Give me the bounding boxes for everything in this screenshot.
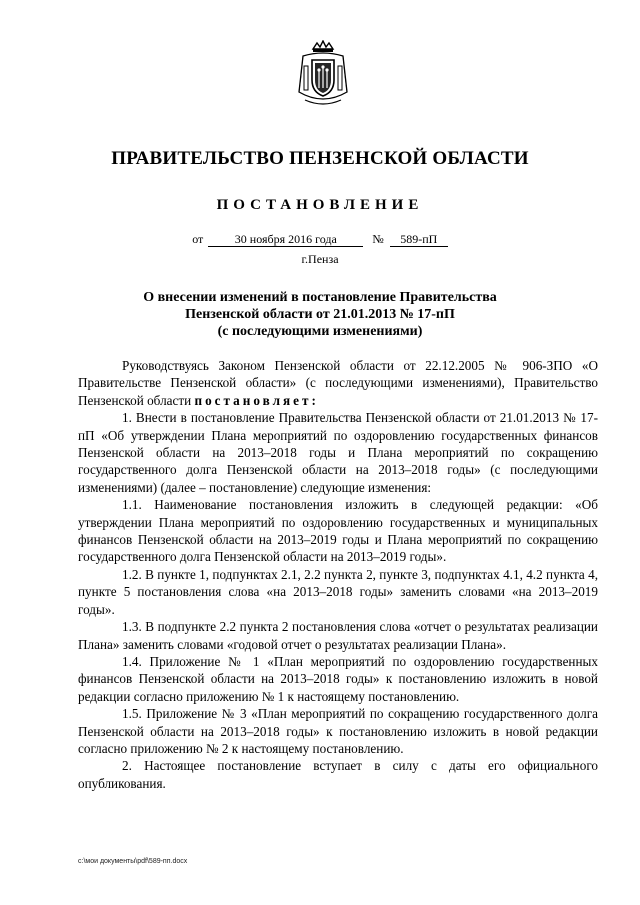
- paragraph-1-3: 1.3. В подпункте 2.2 пункта 2 постановления слова «отчет о результатах реализации Плана» заменить словами «годовой отчет о результатах реализации Плана».: [78, 619, 598, 652]
- paragraph-2: 2. Настоящее постановление вступает в силу с даты его официального опубликования.: [78, 758, 598, 791]
- paragraph-1-1: 1.1. Наименование постановления изложить в следующей редакции: «Об утверждении Плана мероприятий по оздоровлению государственных и муниципальных финансов Пензенской области на 2013–2019 годы и Плана мероприятий по сокращению государственного долга Пензенской области на 2013–2019 годы».: [78, 497, 598, 565]
- city: г.Пенза: [301, 252, 339, 266]
- intro-paragraph: [78, 357, 598, 409]
- number-sign: №: [372, 232, 384, 246]
- intro-text: Руководствуясь Законом Пензенской области от 22.12.2005 № 906-ЗПО «О Правительстве Пензенской области» (с последующими изменениями), Правительство Пензенской области: [78, 358, 598, 408]
- document-body: [78, 357, 598, 792]
- file-path-footer: c:\мои документы\pdf\589-пп.docx: [78, 858, 188, 865]
- document-date: 30 ноября 2016 года: [208, 232, 363, 247]
- paragraph-1: 1. Внести в постановление Правительства Пензенской области от 21.01.2013 № 17-пП «Об утверждении Плана мероприятий по оздоровлению государственных финансов Пензенской области на 2013–2018 годы и Плана мероприятий по сокращению государственного долга Пензенской области на 2013–2018 годы» (с последующими изменениями) (далее – постановление) следующие изменения:: [78, 410, 598, 495]
- document-subject: [0, 289, 640, 340]
- subject-line: (с последующими изменениями): [217, 324, 423, 339]
- paragraph-1-4: 1.4. Приложение № 1 «План мероприятий по оздоровлению государственных финансов Пензенской области на 2013–2018 годы» к постановлению изложить в новой редакции согласно приложению № 1 к настоящему постановлению.: [78, 653, 598, 704]
- subject-line: О внесении изменений в постановление Правительства: [143, 290, 497, 305]
- paragraph-1-2: 1.2. В пункте 1, подпунктах 2.1, 2.2 пункта 2, пункте 3, подпунктах 4.1, 4.2 пункта 4, пункте 5 постановления слова «на 2013–2018 годы» заменить словами «на 2013–2019 годы».: [78, 566, 598, 617]
- subject-line: Пензенской области от 21.01.2013 № 17-пП: [185, 307, 455, 322]
- document-type: ПОСТАНОВЛЕНИЕ: [216, 197, 424, 213]
- paragraph-1-5: 1.5. Приложение № 3 «План мероприятий по сокращению государственного долга Пензенской области на 2013–2018 годы» к постановлению изложить в новой редакции согласно приложению № 2 к настоящему постановлению.: [78, 706, 598, 756]
- coat-of-arms-icon: [295, 40, 351, 108]
- government-title: ПРАВИТЕЛЬСТВО ПЕНЗЕНСКОЙ ОБЛАСТИ: [111, 148, 529, 169]
- document-number: 589-пП: [390, 232, 448, 247]
- decree-word: постановляет:: [194, 392, 319, 408]
- date-prefix: от: [192, 232, 204, 246]
- date-number-line: [0, 232, 640, 247]
